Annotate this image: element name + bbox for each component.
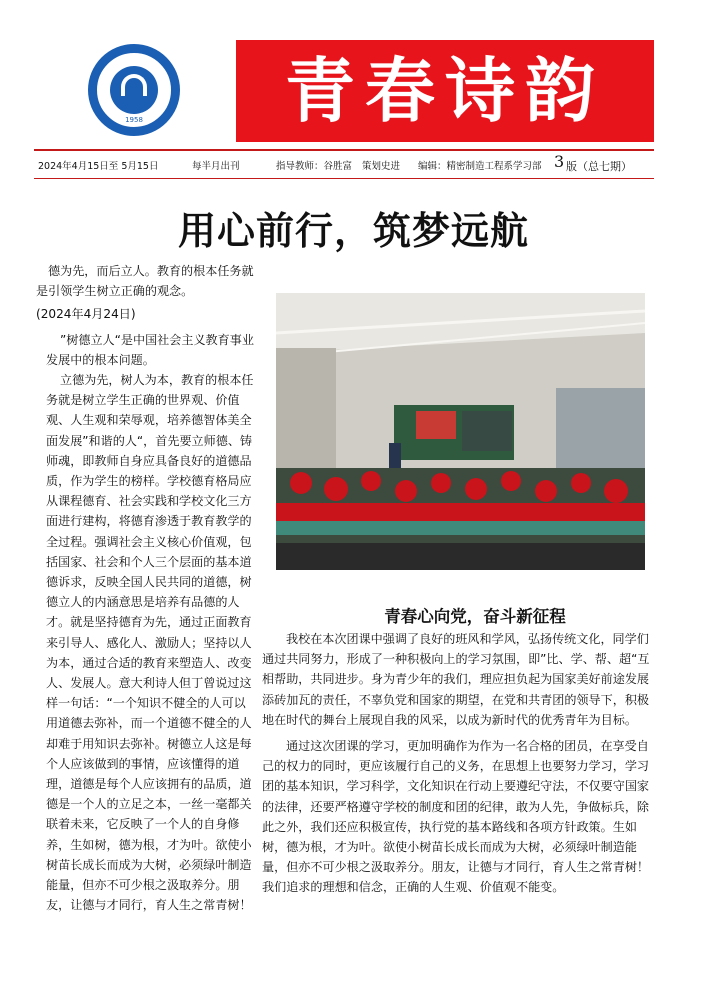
issue-advisor: 指导教师：谷胜富 <box>276 161 353 172</box>
issue-planner: 策划史进 <box>362 161 401 172</box>
newspaper-title: 青春诗韵 <box>285 49 605 132</box>
page-headline: 用心前行，筑梦远航 <box>177 208 529 253</box>
school-emblem-icon <box>88 44 180 136</box>
right-article-para-1: 我校在本次团课中强调了良好的班风和学风，弘扬传统文化，同学们通过共同努力，形成了一种积极向上的学习氛围，即”比、学、帮、超“互相帮助，共同进步。身为青少年的我们，理应担负起为国家美好前途发展添砖加瓦的责任，不辜负党和国家的期望，在党和共青团的领导下，积极地在时代的舞台上展现自我的风采，以成为新时代的优秀青年为目标。 <box>262 632 650 727</box>
newspaper-title-banner <box>236 40 654 142</box>
right-article <box>262 629 654 898</box>
page-number-suffix: 版（总七期） <box>566 160 632 173</box>
emblem-year: 1958 <box>125 116 143 124</box>
masthead-top-rule <box>34 149 654 151</box>
left-article-para-1: ”树德立人“是中国社会主义教育事业发展中的根本问题。 <box>46 332 254 367</box>
masthead-bottom-rule <box>34 178 654 179</box>
issue-frequency: 每半月出刊 <box>192 161 240 172</box>
left-article-lead: 德为先，而后立人。教育的根本任务就是引领学生树立正确的观念。 <box>36 264 254 299</box>
classroom-lecture-photo <box>276 293 645 570</box>
right-article-para-2: 通过这次团课的学习，更加明确作为作为一名合格的团员，在享受自己的权力的同时，更应该履行自己的义务，在思想上也要努力学习，学习团的基本知识，学习科学，文化知识在行动上要遵纪守法，不仅要守国家的法律，还要严格遵守学校的制度和团的纪律，敢为人先，争做标兵，除此之外，我们还应积极宣传，执行党的基本路线和各项方针政策。生如树，德为根，才为叶。欲使小树苗长成长而成为大树，必须绿叶制造能量，但亦不可少根之汲取养分。朋友，让德与才同行，育人生之常青树！我们追求的理想和信念，正确的人生观、价值观不能变。 <box>262 739 650 895</box>
page-number: 3 <box>554 152 565 171</box>
article-subtitle: 青春心向党，奋斗新征程 <box>384 607 566 626</box>
left-article <box>36 261 256 916</box>
left-article-para-2: 立德为先，树人为本，教育的根本任务就是树立学生正确的世界观、价值观、人生观和荣辱观，培养德智体美全面发展”和谐的人“，首先要立师德、铸师魂，即教师自身应具备良好的道德品质，作为学生的榜样。学校德育格局应从课程德育、社会实践和学校文化三方面进行建构，将德育渗透于教育教学的全过程。强调社会主义核心价值观，包括国家、社会和个人三个层面的基本道德诉求，反映全国人民共同的道德，树德立人的内涵意思是培养有品德的人才。就是坚持德育为先，通过正面教育来引导人、感化人、激励人；坚持以人为本，通过合适的教育来塑造人、改变人、发展人。意大利诗人但丁曾说过这样一句话：“一个知识不健全的人可以用道德去弥补，而一个道德不健全的人却难于用知识去弥补。树德立人这是每个人应该做到的事情，应该懂得的道理，道德是每个人应该拥有的品质，道德是一个人的立足之本，一丝一毫都关联着未来，它反映了一个人的自身修养，生如树，德为根，才为叶。欲使小树苗长成长而成为大树，必须绿叶制造能量，但亦不可少根之汲取养分。朋友，让德与才同行，育人生之常青树！ <box>46 373 254 913</box>
left-article-date: (2024年4月24日) <box>36 307 136 322</box>
issue-editor: 编辑：精密制造工程系学习部 <box>418 161 542 172</box>
emblem-arch <box>121 74 147 96</box>
issue-date-range: 2024年4月15日至 5月15日 <box>38 161 159 172</box>
